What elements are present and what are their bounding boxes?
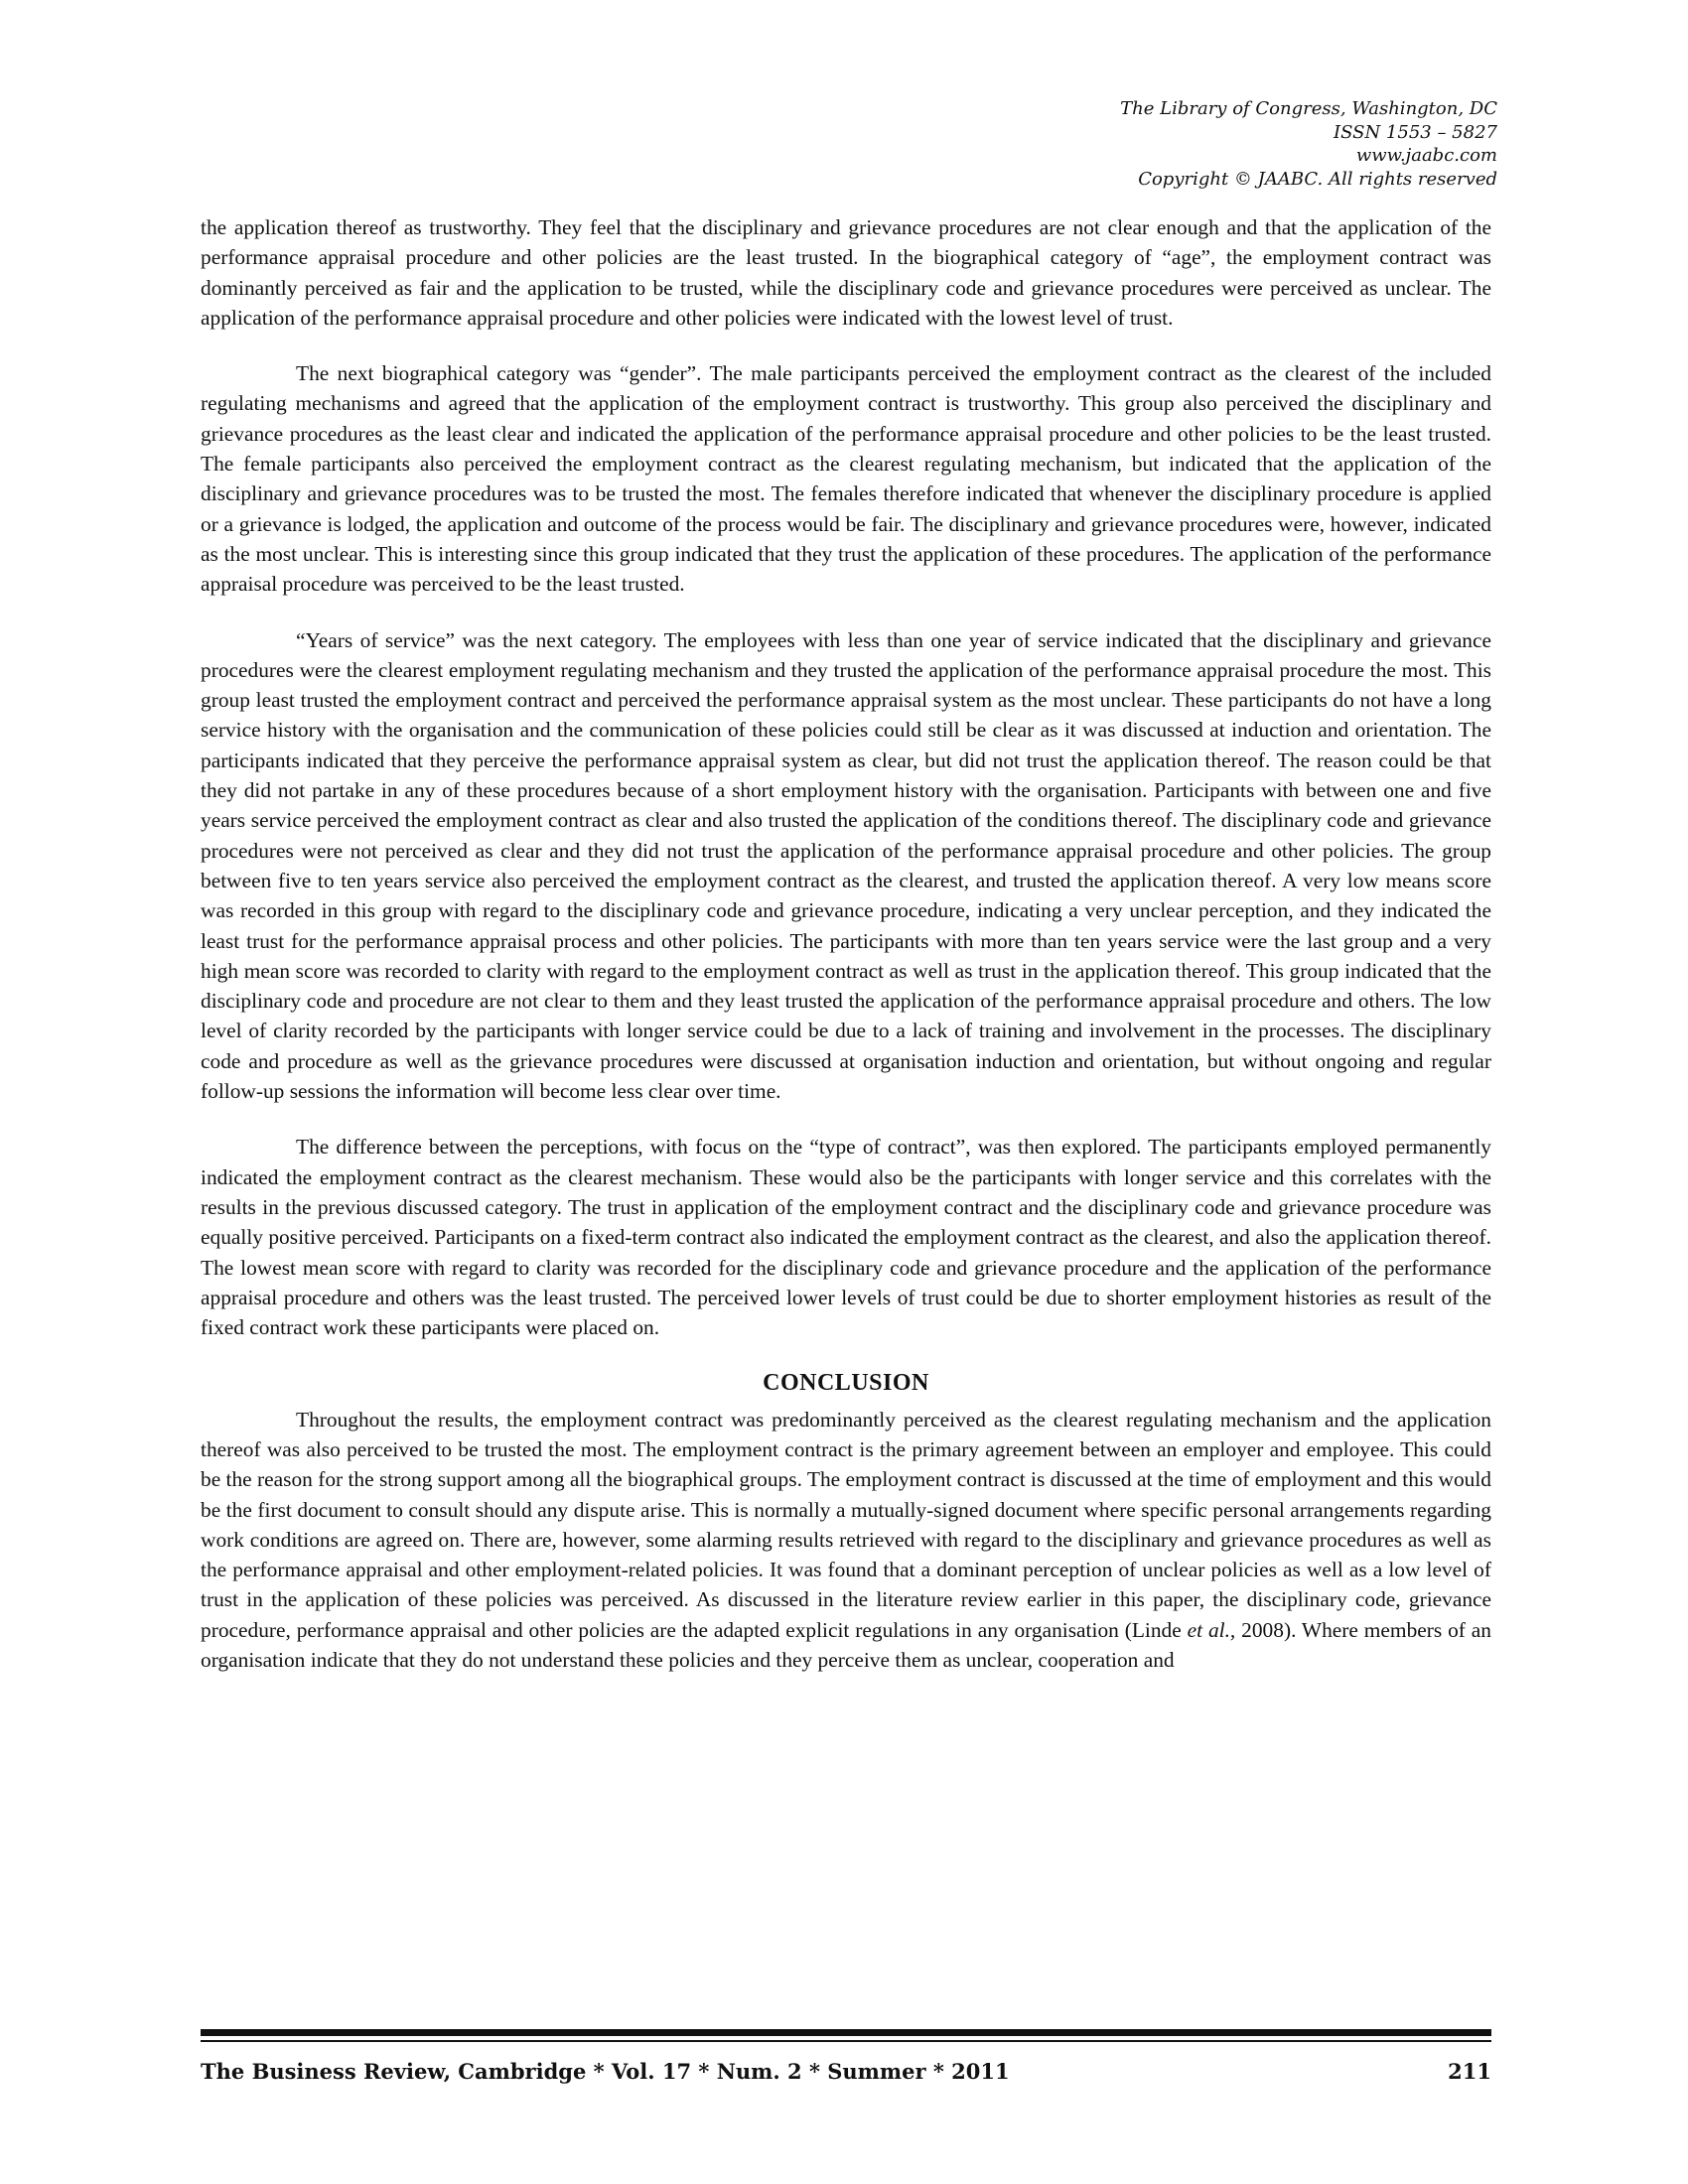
header-issn: ISSN 1553 – 5827 <box>1334 121 1497 143</box>
conclusion-text-part-2: 2008). Where members of an organisation indicate that they do not understand these policies and they perceive them as unclear, cooperation and <box>201 1617 1491 1673</box>
header-website: www.jaabc.com <box>1355 145 1497 166</box>
section-heading-conclusion: CONCLUSION <box>763 1370 929 1397</box>
paragraph-gender: The next biographical category was “gender”. The male participants perceived the employment contract as the clearest of the included regulating mechanisms and agreed that the application of the employment contract is trustworthy. This group also perceived the disciplinary and grievance procedures as the least clear and indicated the application of the performance appraisal procedure and other policies to be the least trusted. The female participants also perceived the employment contract as the clearest regulating mechanism, but indicated that the application of the disciplinary and grievance procedures was to be trusted the most. The females therefore indicated that whenever the disciplinary procedure is applied or a grievance is lodged, the application and outcome of the process would be fair. The disciplinary and grievance procedures were, however, indicated as the most unclear. This is interesting since this group indicated that they trust the application of these procedures. The application of the performance appraisal procedure was perceived to be the least trusted. <box>201 361 1491 597</box>
conclusion-text-part-1: Throughout the results, the employment contract was predominantly perceived as the clearest regulating mechanism and the application thereof was also perceived to be trusted the most. The employment contract is the primary agreement between an employer and employee. This could be the reason for the strong support among all the biographical groups. The employment contract is discussed at the time of employment and this would be the first document to consult should any dispute arise. This is normally a mutually-signed document where specific personal arrangements regarding work conditions are agreed on. There are, however, some alarming results retrieved with regard to the disciplinary and grievance procedures as well as the performance appraisal and other employment-related policies. It was found that a dominant perception of unclear policies as well as a low level of trust in the application of these policies was perceived. As discussed in the literature review earlier in this paper, the disciplinary code, grievance procedure, performance appraisal and other policies are the adapted explicit regulations in any organisation (Linde <box>201 1407 1491 1642</box>
footer-rule-thin <box>201 2040 1491 2042</box>
running-footer <box>201 2059 1491 2089</box>
running-header <box>802 97 1497 191</box>
paragraph-age: the application thereof as trustworthy. They feel that the disciplinary and grievance procedures are not clear enough and that the application of the performance appraisal procedure and other policies are the least trusted. In the biographical category of “age”, the employment contract was dominantly perceived as fair and the application to be trusted, while the disciplinary code and grievance procedures were perceived as unclear. The application of the performance appraisal procedure and other policies were indicated with the lowest level of trust. <box>201 215 1491 330</box>
article-body <box>201 212 1491 1675</box>
paragraph-type-of-contract: The difference between the perceptions, with focus on the “type of contract”, was then explored. The participants employed permanently indicated the employment contract as the clearest mechanism. These would also be the participants with longer service and this correlates with the results in the previous discussed category. The trust in application of the employment contract and the disciplinary code and grievance procedure was equally positive perceived. Participants on a fixed-term contract also indicated the employment contract as the clearest, and also the application thereof. The lowest mean score with regard to clarity was recorded for the disciplinary code and grievance procedure and the application of the performance appraisal procedure and others was the least trusted. The perceived lower levels of trust could be due to shorter employment histories as result of the fixed contract work these participants were placed on. <box>201 1135 1491 1340</box>
page-number: 211 <box>1448 2059 1491 2084</box>
footer-journal-citation: The Business Review, Cambridge * Vol. 17 * Num. 2 * Summer * 2011 <box>201 2059 1010 2084</box>
footer-rule-thick <box>201 2029 1491 2036</box>
paragraph-years-of-service: “Years of service” was the next category. The employees with less than one year of service indicated that the disciplinary and grievance procedures were the clearest employment regulating mechanism and they trusted the application of the performance appraisal procedure the most. This group least trusted the employment contract and perceived the performance appraisal system as the most unclear. These participants do not have a long service history with the organisation and the communication of these policies could still be clear as it was discussed at induction and orientation. The participants indicated that they perceive the performance appraisal system as clear, but did not trust the application thereof. The reason could be that they did not partake in any of these procedures because of a short employment history with the organisation. Participants with between one and five years service perceived the employment contract as clear and also trusted the application of the conditions thereof. The disciplinary code and grievance procedures were not perceived as clear and they did not trust the application of the performance appraisal procedure and other policies. The group between five to ten years service also perceived the employment contract as the clearest, and trusted the application thereof. A very low means score was recorded in this group with regard to the disciplinary code and grievance procedure, indicating a very unclear perception, and they indicated the least trust for the performance appraisal process and other policies. The participants with more than ten years service were the last group and a very high mean score was recorded to clarity with regard to the employment contract as well as trust in the application thereof. This group indicated that the disciplinary code and procedure are not clear to them and they least trusted the application of the performance appraisal procedure and others. The low level of clarity recorded by the participants with longer service could be due to a lack of training and involvement in the processes. The disciplinary code and procedure as well as the grievance procedures were discussed at organisation induction and orientation, but without ongoing and regular follow-up sessions the information will become less clear over time. <box>201 627 1491 1104</box>
citation-et-al: et al., <box>1187 1617 1236 1642</box>
header-copyright: Copyright © JAABC. All rights reserved <box>1138 168 1497 190</box>
paragraph-conclusion <box>201 1405 1491 1676</box>
header-library: The Library of Congress, Washington, DC <box>1120 98 1497 119</box>
